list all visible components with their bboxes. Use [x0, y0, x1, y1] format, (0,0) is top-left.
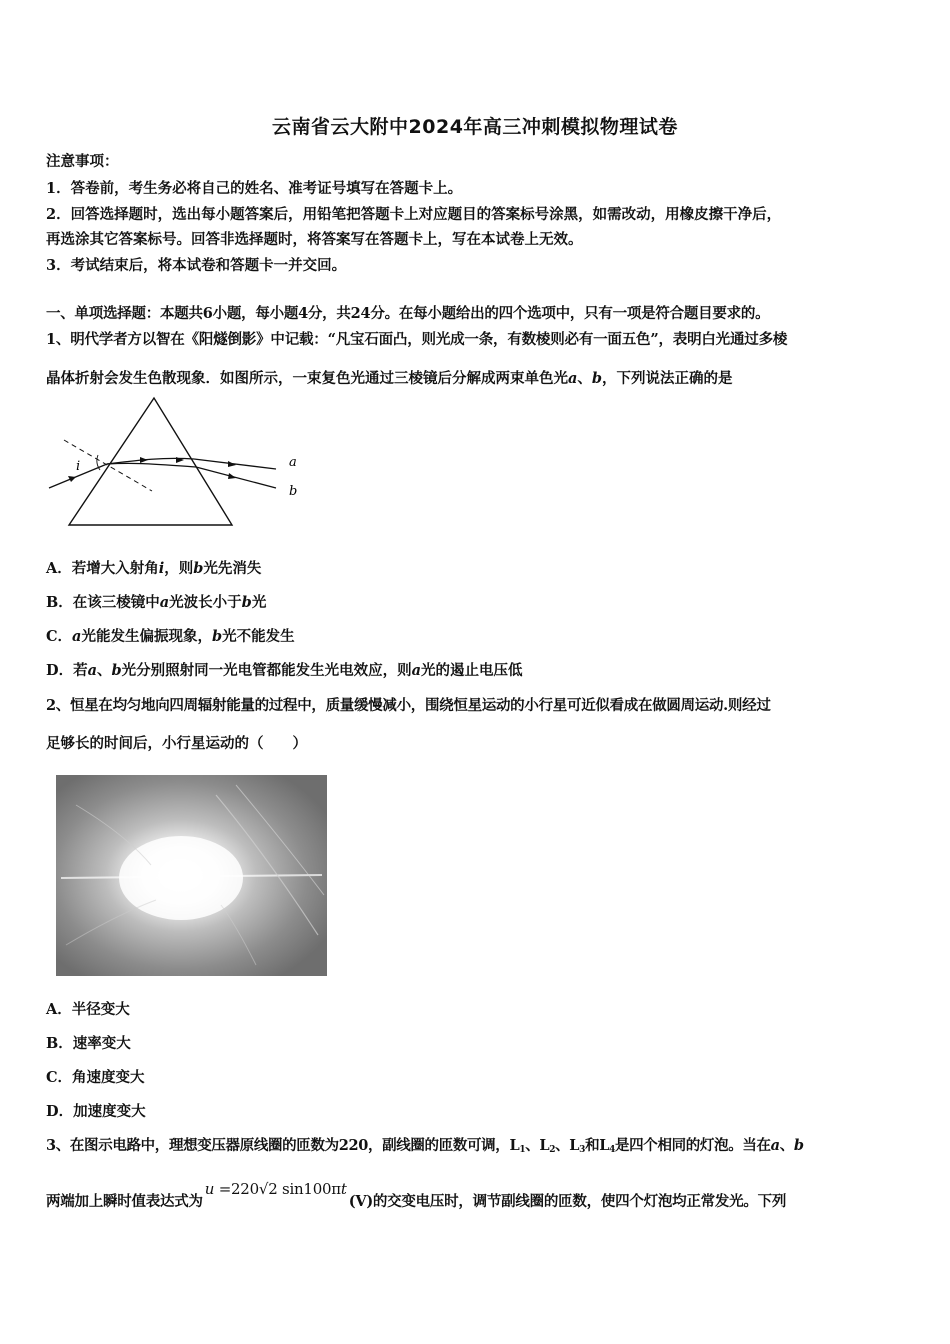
q2-option-b: B．速率变大 [46, 1035, 131, 1052]
label-i: i [76, 459, 81, 474]
exit-ray-a [194, 459, 276, 469]
var-b: b [591, 370, 603, 387]
internal-arrow-1 [140, 457, 148, 463]
q1-option-a: A．若增大入射角i，则b光先消失 [46, 560, 262, 577]
q2-option-c: C．角速度变大 [46, 1069, 145, 1086]
notice-heading: 注意事项： [46, 153, 119, 170]
question-1-line-1: 1、明代学者方以智在《阳燧倒影》中记载：“凡宝石面凸，则光成一条，有数棱则必有一面五色”，表明白光通过多棱 [46, 331, 788, 348]
refracted-ray-b [107, 463, 196, 467]
q1-option-d: D．若a、b光分别照射同一光电管都能发生光电效应，则a光的遏止电压低 [46, 662, 523, 679]
q1-option-c: C．a光能发生偏振现象，b光不能发生 [46, 628, 295, 645]
exit-arrow-b [228, 473, 236, 479]
q1-option-b: B．在该三棱镜中a光波长小于b光 [46, 594, 267, 611]
question-1-line-2: 晶体折射会发生色散现象．如图所示，一束复色光通过三棱镜后分解成两束单色光a、b，下列说法正确的是 [46, 370, 733, 387]
star-photo [56, 775, 327, 976]
prism-figure [44, 393, 314, 533]
notice-item-2-line-1: 2．回答选择题时，选出每小题答案后，用铅笔把答题卡上对应题目的答案标号涂黑，如需改动，用橡皮擦干净后， [46, 206, 782, 223]
question-3-line-2: 两端加上瞬时值表达式为u =220√2 sin100πt(V)的交变电压时，调节副线圈的匝数，使四个灯泡均正常发光。下列 [46, 1180, 787, 1210]
var-a: a [568, 370, 578, 387]
notice-item-1: 1．答卷前，考生务必将自己的姓名、准考证号填写在答题卡上。 [46, 180, 463, 197]
page-title: 云南省云大附中2024年高三冲刺模拟物理试卷 [272, 116, 678, 138]
label-a: a [289, 455, 297, 470]
voltage-formula: u =220√2 sin100πt [204, 1180, 347, 1198]
q2-option-d: D．加速度变大 [46, 1103, 146, 1120]
label-b: b [289, 484, 298, 499]
question-2-line-2: 足够长的时间后，小行星运动的（ ） [46, 735, 307, 752]
q2-option-a: A．半径变大 [46, 1001, 130, 1018]
question-3-line-1: 3、在图示电路中，理想变压器原线圈的匝数为220，副线圈的匝数可调，$L_1$、$L_2$、$L_3$和$L_4$是四个相同的灯泡。当在a、b [46, 1137, 804, 1155]
section-1-heading: 一、单项选择题：本题共6小题，每小题4分，共24分。在每小题给出的四个选项中，只有一项是符合题目要求的。 [46, 305, 770, 322]
question-2-line-1: 2、恒星在均匀地向四周辐射能量的过程中，质量缓慢减小，围绕恒星运动的小行星可近似看成在做圆周运动.则经过 [46, 697, 771, 714]
notice-item-2-line-2: 再选涂其它答案标号。回答非选择题时，将答案写在答题卡上，写在本试卷上无效。 [46, 231, 583, 248]
notice-item-3: 3．考试结束后，将本试卷和答题卡一并交回。 [46, 257, 347, 274]
prism-triangle [69, 398, 232, 525]
